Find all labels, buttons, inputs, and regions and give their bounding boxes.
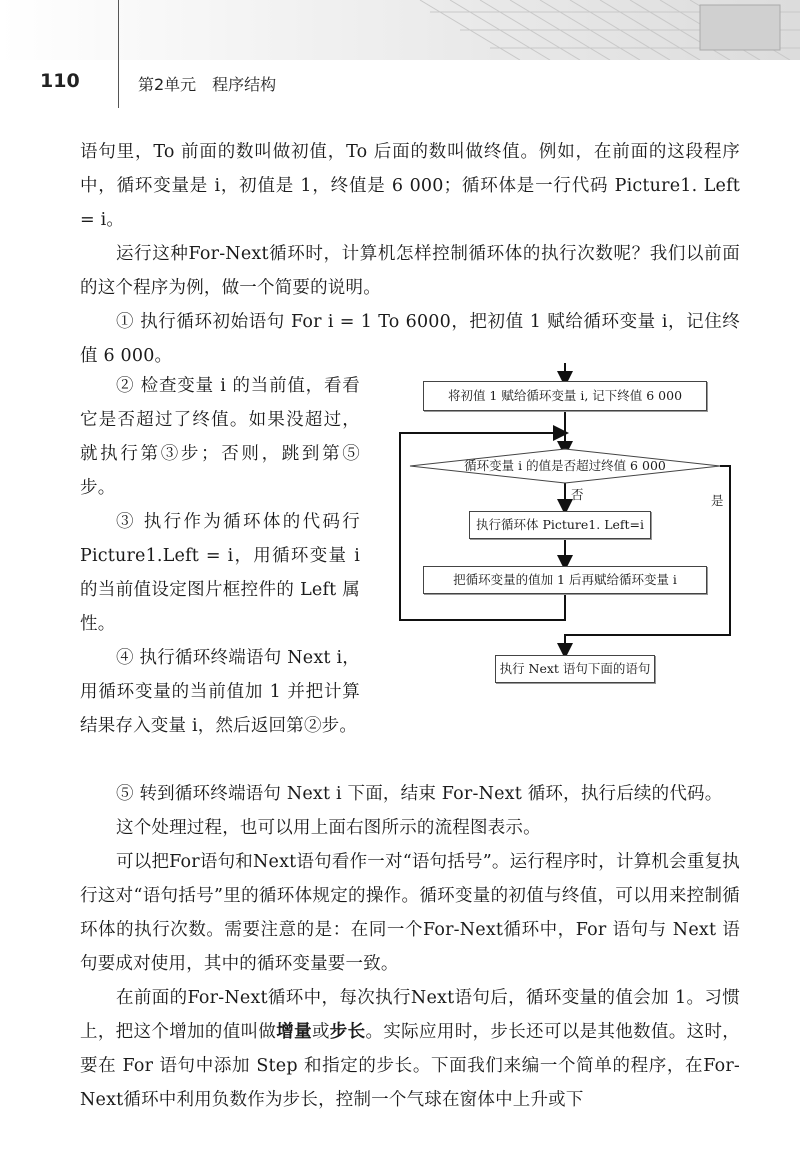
keyboard-decoration-icon (0, 0, 800, 60)
paragraph-statement-brackets: 可以把For语句和Next语句看作一对“语句括号”。运行程序时，计算机会重复执行这对“语句括号”里的循环体规定的操作。循环变量的初值与终值，可以用来控制循环体的执行次数。需要注意的是：在同一个For-Next循环中，For 语句与 Next 语句要成对使用，其中的循环变量要一致。 (80, 852, 740, 974)
step-size-text-a: 在前面的For-Next循环中，每次执行Next语句后，循环变量的值会加 1。习惯上，把这个增加的值叫做 (80, 988, 740, 1042)
paragraph-flowchart-note: 这个处理过程，也可以用上面右图所示的流程图表示。 (116, 818, 541, 838)
paragraph-intro: 语句里，To 前面的数叫做初值，To 后面的数叫做终值。例如，在前面的这段程序中，循环变量是 i，初值是 1，终值是 6 000；循环体是一行代码 Picture1. Left = i。 (80, 142, 740, 230)
term-increment: 增量 (276, 1022, 312, 1042)
step-2: ② 检查变量 i 的当前值，看看它是否超过了终值。如果没超过，就执行第③步；否则，跳到第⑤步。 (80, 376, 360, 498)
flow-label-no: 否 (571, 487, 584, 502)
header-divider (118, 0, 119, 108)
step-size-text-d: 。实际应用时，步长还可以是其他数值。这时，要在 For 语句中添加 Step 和指定的步长。下面我们来编一个简单的程序，在For-Next循环中利用负数作为步长，控制一个气球在窗体中上升或下 (80, 1022, 741, 1110)
step-4: ④ 执行循环终端语句 Next i，用循环变量的当前值加 1 并把计算结果存入变量 i，然后返回第②步。 (80, 648, 360, 736)
flow-box-body: 执行循环体 Picture1. Left=i (469, 511, 651, 539)
page-number: 110 (40, 70, 80, 92)
flow-box-next: 执行 Next 语句下面的语句 (495, 655, 655, 683)
header-decoration (0, 0, 800, 60)
flow-box-increment: 把循环变量的值加 1 后再赋给循环变量 i (423, 566, 707, 594)
step-5: ⑤ 转到循环终端语句 Next i 下面，结束 For-Next 循环，执行后续的代码。 (116, 784, 723, 804)
flow-box-init: 将初值 1 赋给循环变量 i, 记下终值 6 000 (423, 381, 707, 411)
paragraph-step-size (80, 981, 740, 1117)
flow-label-yes: 是 (711, 493, 724, 508)
term-step: 步长 (329, 1022, 366, 1042)
chapter-title: 第2单元 程序结构 (138, 75, 277, 94)
flow-decision: 循环变量 i 的值是否超过终值 6 000 (464, 458, 666, 473)
step-size-text-or: 或 (311, 1022, 330, 1042)
flowchart (385, 355, 745, 695)
step-1: ① 执行循环初始语句 For i = 1 To 6000，把初值 1 赋给循环变量 i，记住终值 6 000。 (80, 312, 740, 366)
step-3: ③ 执行作为循环体的代码行 Picture1.Left = i，用循环变量 i 的当前值设定图片框控件的 Left 属性。 (80, 512, 360, 634)
paragraph-question: 运行这种For-Next循环时，计算机怎样控制循环体的执行次数呢？我们以前面的这个程序为例，做一个简要的说明。 (80, 244, 740, 298)
